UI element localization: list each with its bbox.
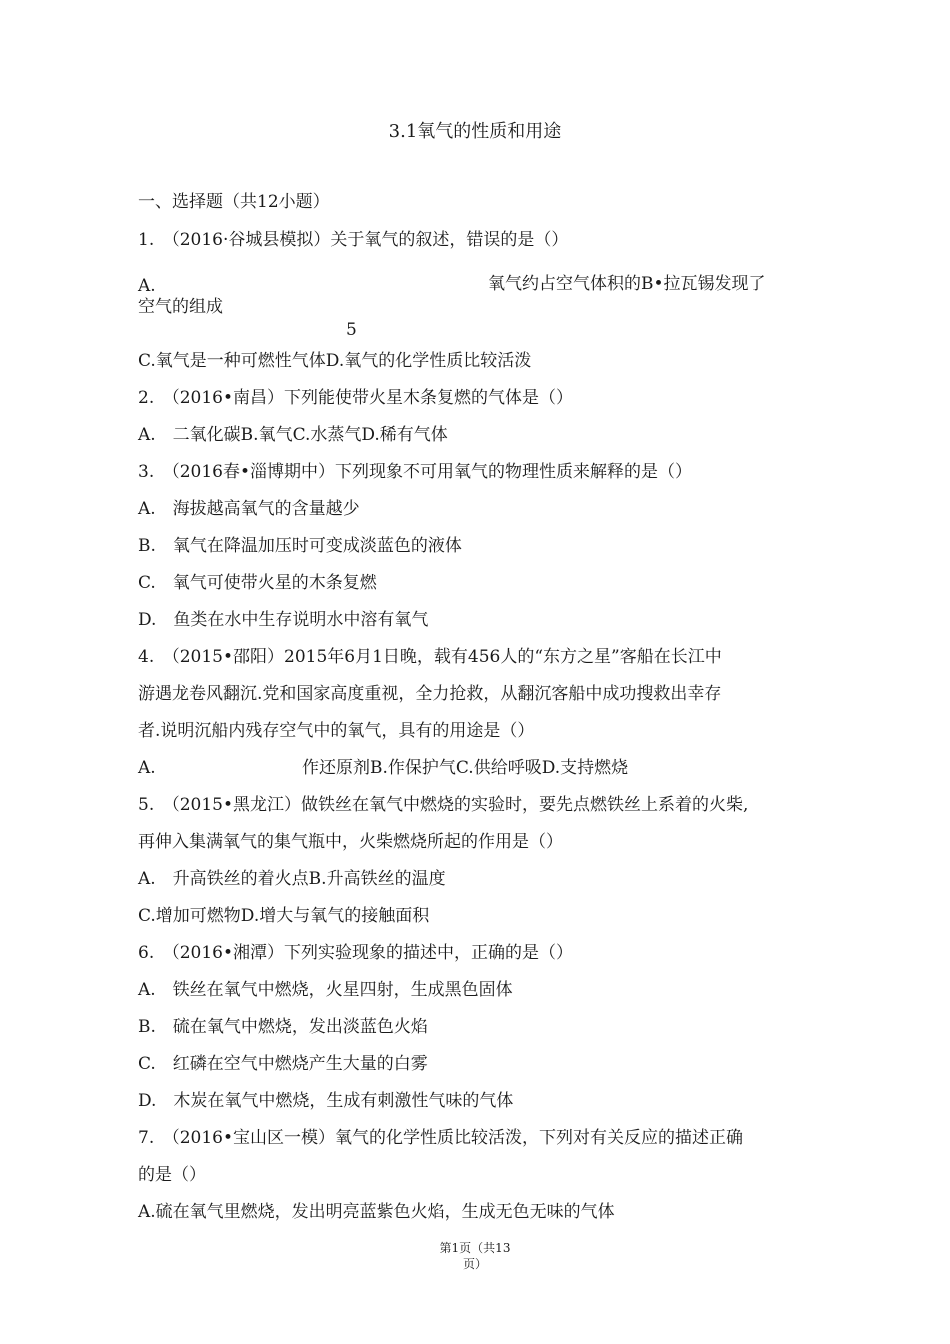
- q6-option-c: C. 红磷在空气中燃烧产生大量的白雾: [138, 1054, 428, 1074]
- q5-options-cd: C.增加可燃物D.增大与氧气的接触面积: [138, 906, 430, 926]
- q3-stem: 3. （2016春•淄博期中）下列现象不可用氧气的物理性质来解释的是（）: [138, 462, 693, 482]
- q1-options-cd: C.氧气是一种可燃性气体D.氧气的化学性质比较活泼: [138, 351, 532, 371]
- q1-fraction-denominator: 5: [346, 320, 357, 340]
- q5-options-ab: A. 升高铁丝的着火点B.升高铁丝的温度: [138, 869, 446, 889]
- q7-stem-line2: 的是（）: [138, 1165, 206, 1185]
- q7-option-a: A.硫在氧气里燃烧，发出明亮蓝紫色火焰，生成无色无味的气体: [138, 1202, 615, 1222]
- q1-option-b-continuation: 空气的组成: [138, 297, 223, 317]
- q5-stem-line2: 再伸入集满氧气的集气瓶中，火柴燃烧所起的作用是（）: [138, 832, 563, 852]
- q4-stem-line1: 4. （2015•邵阳）2015年6月1日晚，载有456人的“东方之星”客船在长江中: [138, 647, 722, 667]
- q3-option-a: A. 海拔越高氧气的含量越少: [138, 499, 360, 519]
- page-number-line2: 页）: [462, 1257, 487, 1271]
- q4-stem-line3: 者.说明沉船内残存空气中的氧气，具有的用途是（）: [138, 721, 535, 741]
- q6-option-d: D. 木炭在氧气中燃烧，生成有刺激性气味的气体: [138, 1091, 514, 1111]
- section-heading: 一、选择题（共12小题）: [138, 192, 330, 212]
- page-title: 3.1氧气的性质和用途: [388, 121, 562, 142]
- q7-stem-line1: 7. （2016•宝山区一模）氧气的化学性质比较活泼，下列对有关反应的描述正确: [138, 1128, 744, 1148]
- q1-option-a-label: A.: [138, 276, 156, 296]
- q4-stem-line2: 游遇龙卷风翻沉.党和国家高度重视，全力抢救，从翻沉客船中成功搜救出幸存: [138, 684, 722, 704]
- q4-option-a-label: A.: [138, 758, 156, 778]
- q6-stem: 6. （2016•湘潭）下列实验现象的描述中，正确的是（）: [138, 943, 574, 963]
- q6-option-a: A. 铁丝在氧气中燃烧，火星四射，生成黑色固体: [138, 980, 513, 1000]
- q3-option-b: B. 氧气在降温加压时可变成淡蓝色的液体: [138, 536, 462, 556]
- q1-stem: 1. （2016·谷城县模拟）关于氧气的叙述，错误的是（）: [138, 230, 569, 250]
- q6-option-b: B. 硫在氧气中燃烧，发出淡蓝色火焰: [138, 1017, 428, 1037]
- q3-option-d: D. 鱼类在水中生存说明水中溶有氧气: [138, 610, 429, 630]
- q2-stem: 2. （2016•南昌）下列能使带火星木条复燃的气体是（）: [138, 388, 574, 408]
- q1-option-a-b-text: 氧气约占空气体积的B•拉瓦锡发现了: [488, 274, 766, 294]
- q5-stem-line1: 5. （2015•黑龙江）做铁丝在氧气中燃烧的实验时，要先点燃铁丝上系着的火柴,: [138, 795, 749, 815]
- page-number-line1: 第1页（共13: [439, 1241, 511, 1255]
- q3-option-c: C. 氧气可使带火星的木条复燃: [138, 573, 377, 593]
- q2-options: A. 二氧化碳B.氧气C.水蒸气D.稀有气体: [138, 425, 448, 445]
- q4-options: 作还原剂B.作保护气C.供给呼吸D.支持燃烧: [302, 758, 629, 778]
